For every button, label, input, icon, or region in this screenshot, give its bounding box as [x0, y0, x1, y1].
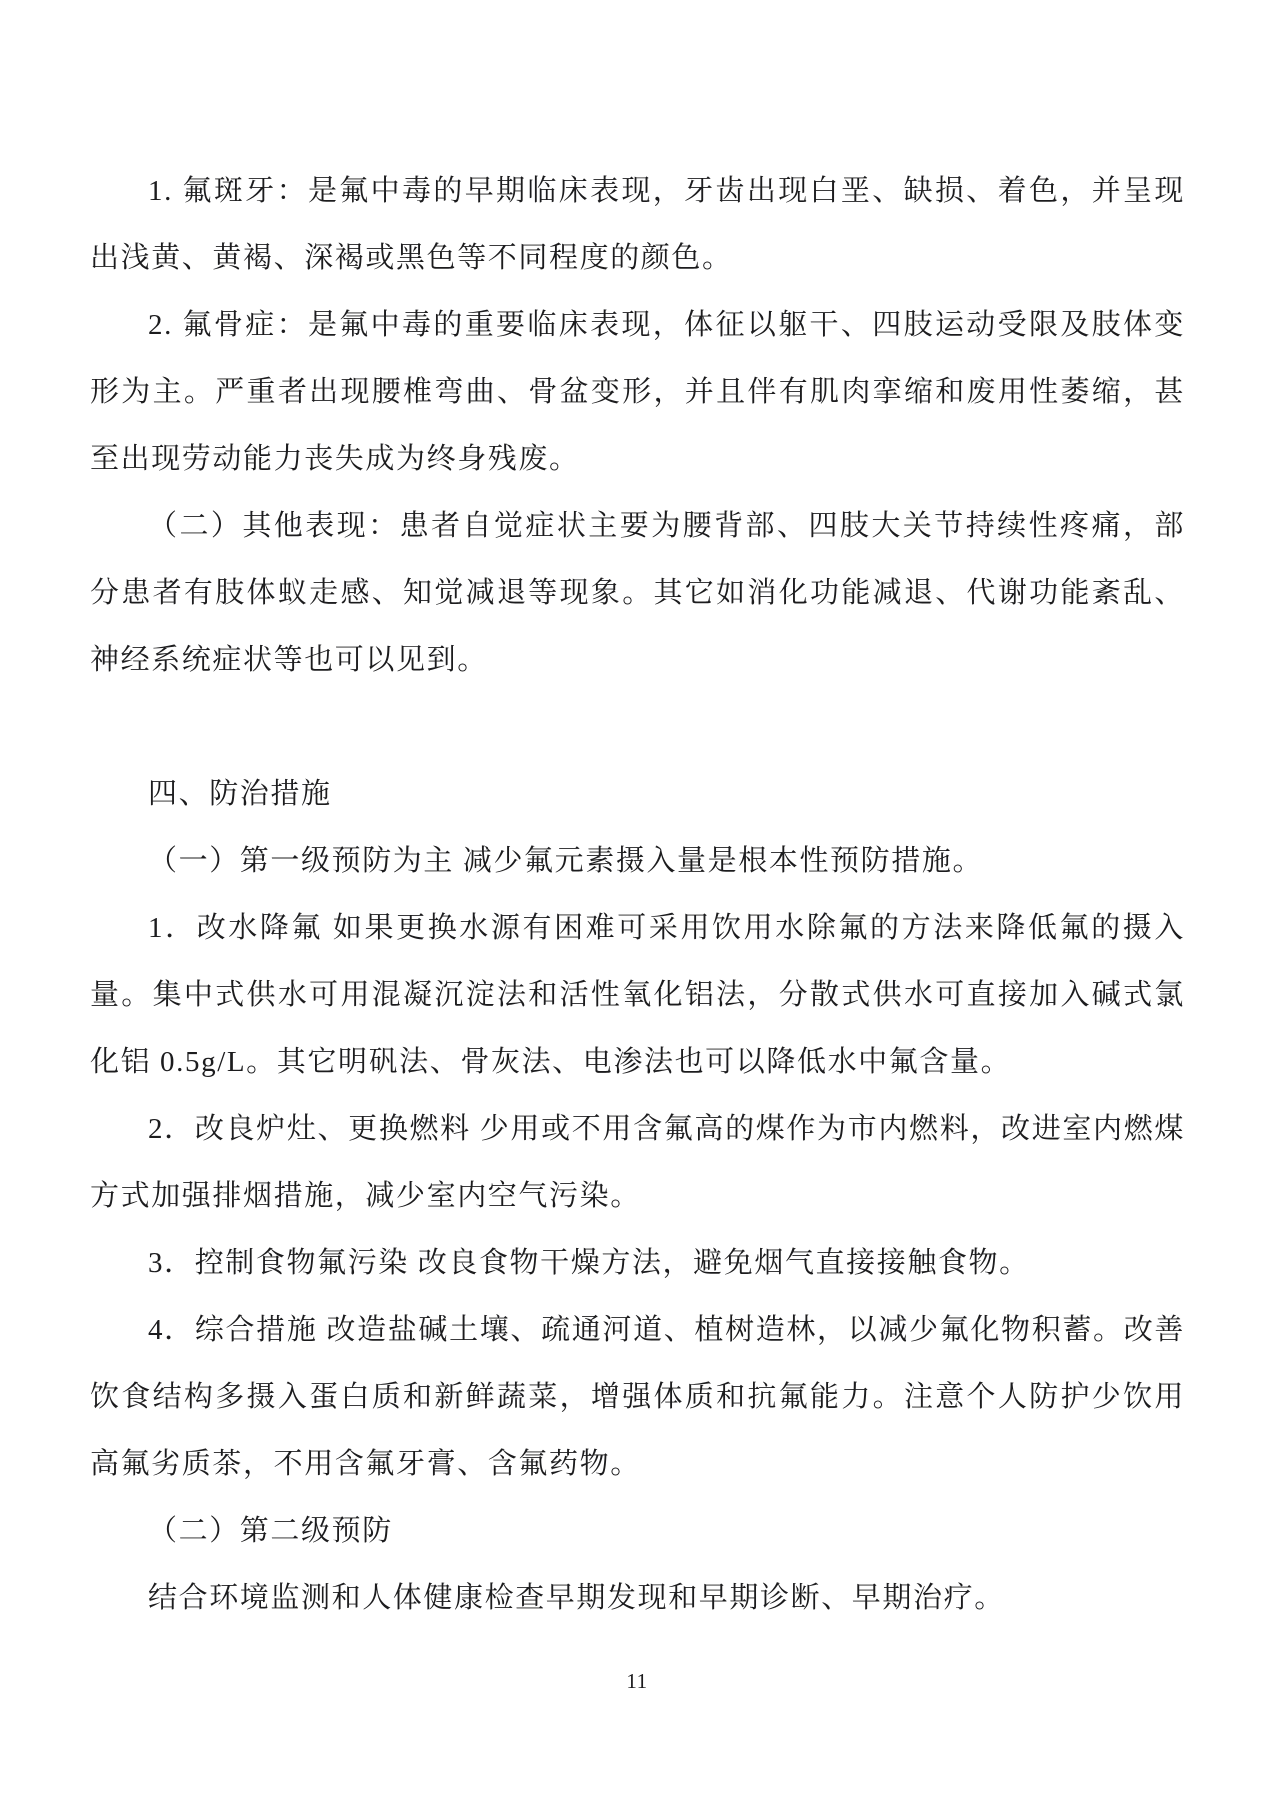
- paragraph: 2．改良炉灶、更换燃料 少用或不用含氟高的煤作为市内燃料，改进室内燃煤方式加强排烟措施，减少室内空气污染。: [90, 1113, 1185, 1212]
- paragraph: 3．控制食物氟污染 改良食物干燥方法，避免烟气直接接触食物。: [148, 1247, 1030, 1279]
- paragraph: 1. 氟斑牙：是氟中毒的早期临床表现，牙齿出现白垩、缺损、着色，并呈现出浅黄、黄褐、深褐或黑色等不同程度的颜色。: [90, 175, 1185, 274]
- paragraph: 结合环境监测和人体健康检查早期发现和早期诊断、早期治疗。: [148, 1582, 1005, 1614]
- paragraph: 4．综合措施 改造盐碱土壤、疏通河道、植树造林，以减少氟化物积蓄。改善饮食结构多摄入蛋白质和新鲜蔬菜，增强体质和抗氟能力。注意个人防护少饮用高氟劣质茶，不用含氟牙膏、含氟药物。: [90, 1314, 1185, 1480]
- paragraph: 1．改水降氟 如果更换水源有困难可采用饮用水除氟的方法来降低氟的摄入量。集中式供水可用混凝沉淀法和活性氧化铝法，分散式供水可直接加入碱式氯化铝 0.5g/L。其它明矾法、骨灰法、电渗法也可以降低水中氟含量。: [90, 912, 1185, 1078]
- paragraph: 四、防治措施: [148, 778, 332, 810]
- paragraph: 2. 氟骨症：是氟中毒的重要临床表现，体征以躯干、四肢运动受限及肢体变形为主。严重者出现腰椎弯曲、骨盆变形，并且伴有肌肉挛缩和废用性萎缩，甚至出现劳动能力丧失成为终身残废。: [90, 309, 1185, 475]
- page-number: 11: [626, 1669, 648, 1693]
- document-body: [90, 158, 1185, 1632]
- paragraph: （一）第一级预防为主 减少氟元素摄入量是根本性预防措施。: [148, 845, 984, 877]
- paragraph: （二）其他表现：患者自觉症状主要为腰背部、四肢大关节持续性疼痛，部分患者有肢体蚁走感、知觉减退等现象。其它如消化功能减退、代谢功能紊乱、神经系统症状等也可以见到。: [90, 510, 1185, 676]
- blank-line: [90, 694, 1185, 761]
- paragraph: （二）第二级预防: [148, 1515, 393, 1547]
